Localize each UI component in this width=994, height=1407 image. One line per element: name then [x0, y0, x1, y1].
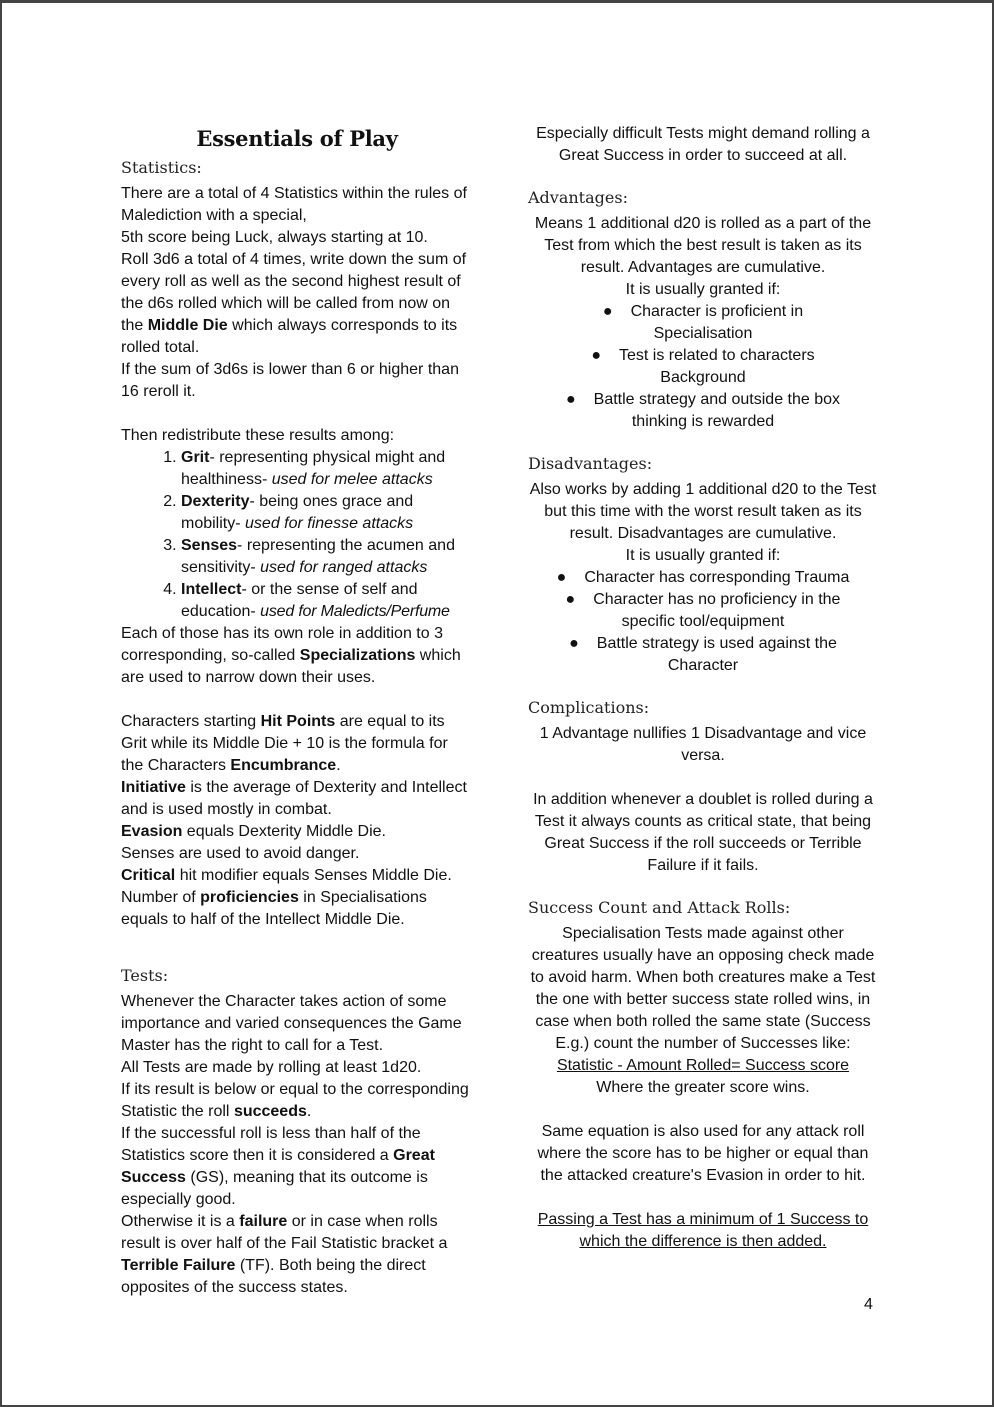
prof-pre: Number of	[121, 889, 201, 906]
stat-use: used for ranged attacks	[260, 559, 428, 576]
evasion-rest: equals Dexterity Middle Die.	[182, 823, 386, 840]
disadvantages-text: Also works by adding 1 additional d20 to the Test but this time with the worst result taken as its result. Disadvantages are cumulative.	[529, 481, 877, 542]
bullet-icon: ●	[565, 591, 576, 608]
specializations-term: Specializations	[299, 647, 416, 664]
roll-text-end: which always corresponds to its rolled total.	[121, 317, 458, 356]
bullet-icon: ●	[591, 347, 602, 364]
list-item	[528, 567, 878, 589]
tests-intro: Whenever the Character takes action of some importance and varied consequences the Game Master has the right to call for a Test.	[121, 993, 462, 1054]
list-item	[528, 633, 878, 677]
senses-text: Senses are used to avoid danger.	[121, 845, 360, 862]
stat-name: Intellect	[181, 581, 242, 598]
right-column	[528, 123, 878, 1253]
list-item	[528, 345, 878, 389]
critical-text	[121, 865, 473, 887]
success-count-heading: Success Count and Attack Rolls:	[528, 898, 791, 917]
left-column	[121, 123, 473, 1299]
list-item	[181, 535, 473, 579]
bullet-text: Character has no proficiency in the specific tool/equipment	[593, 591, 841, 630]
hit-points-term: Hit Points	[260, 713, 336, 730]
tests-failure	[121, 1211, 473, 1299]
bullet-text: Test is related to characters Background	[619, 347, 815, 386]
bullet-text: Battle strategy and outside the box thinking is rewarded	[593, 391, 841, 430]
stat-desc: - representing the acumen and sensitivity-	[181, 537, 455, 576]
tests-heading: Tests:	[121, 966, 169, 985]
evasion-term: Evasion	[121, 823, 183, 840]
role-pre: Each of those has its own role in addition to 3 corresponding, so-called	[121, 625, 443, 664]
attack-roll-text: Same equation is also used for any attack roll where the score has to be higher or equal than the attacked creature's Evasion in order to hit.	[537, 1123, 869, 1184]
list-item	[181, 491, 473, 535]
hp-post: are equal to its Grit while its Middle Die + 10 is the formula for the Characters	[121, 713, 448, 774]
evasion-text	[121, 821, 473, 843]
fail-mid: or in case when rolls result is over half of the Fail Statistic bracket a	[121, 1213, 448, 1252]
stat-desc: - being ones grace and mobility-	[181, 493, 414, 532]
stat-use: used for melee attacks	[271, 471, 433, 488]
advantages-granted: It is usually granted if:	[625, 281, 781, 298]
greater-score-text: Where the greater score wins.	[596, 1079, 810, 1096]
hit-points-text	[121, 711, 473, 777]
gs-post: (GS), meaning that its outcome is especially good.	[121, 1169, 428, 1208]
advantages-text: Means 1 additional d20 is rolled as a part of the Test from which the best result is taken as its result. Advantages are cumulative.	[534, 215, 872, 276]
disadvantages-heading: Disadvantages:	[528, 454, 653, 473]
roll-text: Roll 3d6 a total of 4 times, write down the sum of every roll as well as the second highest result of the d6s rolled which will be called from now on the	[121, 251, 467, 334]
passing-test-text: Passing a Test has a minimum of 1 Success to which the difference is then added.	[537, 1211, 869, 1250]
role-post: which are used to narrow down their uses.	[121, 647, 461, 686]
stat-name: Grit	[181, 449, 210, 466]
critical-rest: hit modifier equals Senses Middle Die.	[175, 867, 452, 884]
bullet-icon: ●	[556, 569, 567, 586]
stat-desc: - representing physical might and healthiness-	[181, 449, 446, 488]
initiative-text	[121, 777, 473, 821]
statistics-intro-line-2: 5th score being Luck, always starting at 10.	[121, 229, 428, 246]
bullet-text: Battle strategy is used against the Character	[596, 635, 837, 674]
redistribute-text: Then redistribute these results among:	[121, 427, 395, 444]
bullet-text: Character is proficient in Specialisation	[630, 303, 804, 342]
reroll-rule: If the sum of 3d6s is lower than 6 or higher than 16 reroll it.	[121, 361, 459, 400]
success-formula: Statistic - Amount Rolled= Success score	[556, 1057, 850, 1074]
role-text	[121, 623, 473, 689]
bullet-text: Character has corresponding Trauma	[584, 569, 850, 586]
statistics-list	[121, 447, 473, 623]
hp-end: .	[336, 757, 341, 774]
middle-die-term: Middle Die	[147, 317, 228, 334]
prof-post: in Specialisations equals to half of the Intellect Middle Die.	[121, 889, 427, 928]
gs-pre: If the successful roll is less than half of the Statistics score then it is considered a	[121, 1125, 421, 1164]
statistics-intro-line-1: There are a total of 4 Statistics within the rules of Malediction with a special,	[121, 185, 467, 224]
critical-term: Critical	[121, 867, 176, 884]
terrible-failure-term: Terrible Failure	[121, 1257, 236, 1274]
list-item	[528, 389, 878, 433]
list-item	[528, 589, 878, 633]
tests-d20: All Tests are made by rolling at least 1d20.	[121, 1059, 422, 1076]
list-item	[181, 579, 473, 623]
hp-pre: Characters starting	[121, 713, 261, 730]
initiative-term: Initiative	[121, 779, 186, 796]
tf-post: (TF). Both being the direct opposites of the success states.	[121, 1257, 426, 1296]
disadvantages-granted: It is usually granted if:	[625, 547, 781, 564]
advantages-list	[528, 301, 878, 433]
bullet-icon: ●	[602, 303, 613, 320]
fail-pre: Otherwise it is a	[121, 1213, 240, 1230]
bullet-icon: ●	[569, 635, 579, 652]
page-number: 4	[864, 1296, 873, 1313]
succeeds-term: succeeds	[233, 1103, 307, 1120]
statistics-heading: Statistics:	[121, 158, 202, 177]
proficiencies-text	[121, 887, 473, 931]
success-count-text: Specialisation Tests made against other creatures usually have an opposing check made to avoid harm. When both creatures make a Test the one with better success state rolled wins, in case when both rolled the same state (Success E.g.) count the number of Successes like:	[530, 925, 876, 1052]
tests-great-success	[121, 1123, 473, 1211]
succ-post: .	[306, 1103, 312, 1120]
complications-text: 1 Advantage nullifies 1 Disadvantage and vice versa.	[539, 725, 867, 764]
disadvantages-list	[528, 567, 878, 677]
tests-success	[121, 1079, 473, 1123]
roll-instructions	[121, 249, 473, 359]
list-item	[528, 301, 878, 345]
great-success-term: Great Success	[121, 1147, 435, 1186]
succ-pre: If its result is below or equal to the corresponding Statistic the roll	[121, 1081, 469, 1120]
failure-term: failure	[239, 1213, 288, 1230]
proficiencies-term: proficiencies	[200, 889, 299, 906]
bullet-icon: ●	[565, 391, 576, 408]
list-item	[181, 447, 473, 491]
encumbrance-term: Encumbrance	[230, 757, 337, 774]
stat-use: used for finesse attacks	[245, 515, 414, 532]
advantages-heading: Advantages:	[528, 188, 628, 207]
page-title: Essentials of Play	[196, 126, 398, 151]
stat-use: used for Maledicts/Perfume	[260, 603, 450, 620]
difficult-tests-text: Especially difficult Tests might demand rolling a Great Success in order to succeed at all.	[536, 125, 870, 164]
stat-desc: - or the sense of self and education-	[181, 581, 418, 620]
initiative-rest: is the average of Dexterity and Intellect and is used mostly in combat.	[121, 779, 467, 818]
stat-name: Senses	[181, 537, 238, 554]
stat-name: Dexterity	[181, 493, 250, 510]
doublet-text: In addition whenever a doublet is rolled during a Test it always counts as critical state, that being Great Success if the roll succeeds or Terrible Failure if it fails.	[533, 791, 873, 874]
complications-heading: Complications:	[528, 698, 650, 717]
